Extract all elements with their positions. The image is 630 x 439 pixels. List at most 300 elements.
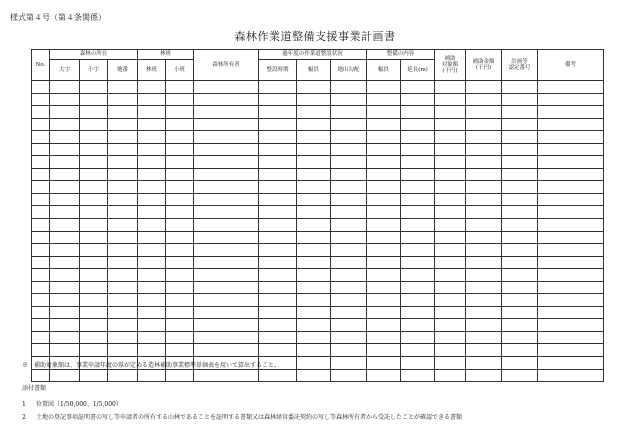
table-cell[interactable] <box>166 344 194 357</box>
table-cell[interactable] <box>538 168 604 181</box>
table-cell[interactable] <box>435 81 466 94</box>
table-cell[interactable] <box>32 118 50 131</box>
table-cell[interactable] <box>401 344 435 357</box>
table-cell[interactable] <box>194 106 259 119</box>
table-cell[interactable] <box>138 306 166 319</box>
table-cell[interactable] <box>80 181 108 194</box>
table-cell[interactable] <box>466 281 502 294</box>
table-cell[interactable] <box>32 81 50 94</box>
table-cell[interactable] <box>435 281 466 294</box>
table-cell[interactable] <box>259 331 297 344</box>
table-cell[interactable] <box>138 219 166 232</box>
table-cell[interactable] <box>138 193 166 206</box>
table-cell[interactable] <box>194 306 259 319</box>
table-cell[interactable] <box>166 219 194 232</box>
table-cell[interactable] <box>194 93 259 106</box>
table-cell[interactable] <box>166 181 194 194</box>
table-cell[interactable] <box>32 319 50 332</box>
table-cell[interactable] <box>50 156 80 169</box>
table-cell[interactable] <box>466 143 502 156</box>
table-cell[interactable] <box>259 244 297 257</box>
table-cell[interactable] <box>538 357 604 370</box>
table-cell[interactable] <box>331 106 367 119</box>
table-cell[interactable] <box>32 344 50 357</box>
table-cell[interactable] <box>138 131 166 144</box>
table-cell[interactable] <box>435 219 466 232</box>
table-cell[interactable] <box>502 306 538 319</box>
table-cell[interactable] <box>259 156 297 169</box>
table-cell[interactable] <box>259 256 297 269</box>
table-cell[interactable] <box>32 168 50 181</box>
table-cell[interactable] <box>108 118 138 131</box>
table-cell[interactable] <box>367 269 401 282</box>
table-cell[interactable] <box>32 131 50 144</box>
table-cell[interactable] <box>297 269 331 282</box>
table-cell[interactable] <box>80 219 108 232</box>
table-cell[interactable] <box>367 156 401 169</box>
table-cell[interactable] <box>166 306 194 319</box>
table-cell[interactable] <box>367 143 401 156</box>
table-cell[interactable] <box>502 244 538 257</box>
table-cell[interactable] <box>466 81 502 94</box>
table-cell[interactable] <box>435 106 466 119</box>
table-cell[interactable] <box>194 181 259 194</box>
table-cell[interactable] <box>80 331 108 344</box>
table-cell[interactable] <box>538 131 604 144</box>
table-cell[interactable] <box>108 156 138 169</box>
table-cell[interactable] <box>50 131 80 144</box>
table-cell[interactable] <box>466 193 502 206</box>
table-cell[interactable] <box>401 256 435 269</box>
table-cell[interactable] <box>50 106 80 119</box>
table-cell[interactable] <box>80 143 108 156</box>
table-cell[interactable] <box>80 93 108 106</box>
table-cell[interactable] <box>401 156 435 169</box>
table-cell[interactable] <box>401 206 435 219</box>
table-cell[interactable] <box>297 344 331 357</box>
table-cell[interactable] <box>50 219 80 232</box>
table-cell[interactable] <box>80 281 108 294</box>
table-cell[interactable] <box>401 244 435 257</box>
table-cell[interactable] <box>538 231 604 244</box>
table-cell[interactable] <box>194 256 259 269</box>
table-cell[interactable] <box>194 168 259 181</box>
table-cell[interactable] <box>108 106 138 119</box>
table-cell[interactable] <box>401 306 435 319</box>
table-cell[interactable] <box>367 369 401 382</box>
table-cell[interactable] <box>138 231 166 244</box>
table-cell[interactable] <box>259 131 297 144</box>
table-cell[interactable] <box>50 168 80 181</box>
table-cell[interactable] <box>108 306 138 319</box>
table-cell[interactable] <box>80 118 108 131</box>
table-cell[interactable] <box>502 93 538 106</box>
table-cell[interactable] <box>194 81 259 94</box>
table-cell[interactable] <box>466 118 502 131</box>
table-cell[interactable] <box>367 168 401 181</box>
table-cell[interactable] <box>194 131 259 144</box>
table-cell[interactable] <box>297 256 331 269</box>
table-cell[interactable] <box>166 369 194 382</box>
table-cell[interactable] <box>331 131 367 144</box>
table-cell[interactable] <box>138 269 166 282</box>
table-cell[interactable] <box>80 369 108 382</box>
table-cell[interactable] <box>108 81 138 94</box>
table-cell[interactable] <box>297 131 331 144</box>
table-cell[interactable] <box>367 357 401 370</box>
table-cell[interactable] <box>538 143 604 156</box>
table-cell[interactable] <box>108 219 138 232</box>
table-cell[interactable] <box>502 219 538 232</box>
table-cell[interactable] <box>108 369 138 382</box>
table-cell[interactable] <box>401 294 435 307</box>
table-cell[interactable] <box>502 256 538 269</box>
table-cell[interactable] <box>502 331 538 344</box>
table-cell[interactable] <box>466 168 502 181</box>
table-cell[interactable] <box>466 131 502 144</box>
table-cell[interactable] <box>331 344 367 357</box>
table-cell[interactable] <box>401 331 435 344</box>
table-cell[interactable] <box>331 244 367 257</box>
table-cell[interactable] <box>401 219 435 232</box>
table-cell[interactable] <box>50 143 80 156</box>
table-cell[interactable] <box>401 231 435 244</box>
table-cell[interactable] <box>297 93 331 106</box>
table-cell[interactable] <box>367 294 401 307</box>
table-cell[interactable] <box>80 106 108 119</box>
table-cell[interactable] <box>502 281 538 294</box>
table-cell[interactable] <box>435 269 466 282</box>
table-cell[interactable] <box>435 168 466 181</box>
table-cell[interactable] <box>466 319 502 332</box>
table-cell[interactable] <box>108 244 138 257</box>
table-cell[interactable] <box>466 93 502 106</box>
table-cell[interactable] <box>502 81 538 94</box>
table-cell[interactable] <box>401 281 435 294</box>
table-cell[interactable] <box>166 168 194 181</box>
table-cell[interactable] <box>297 319 331 332</box>
table-cell[interactable] <box>80 81 108 94</box>
table-cell[interactable] <box>108 331 138 344</box>
table-cell[interactable] <box>367 331 401 344</box>
table-cell[interactable] <box>166 81 194 94</box>
table-cell[interactable] <box>297 231 331 244</box>
table-cell[interactable] <box>331 156 367 169</box>
table-cell[interactable] <box>331 269 367 282</box>
table-cell[interactable] <box>32 206 50 219</box>
table-cell[interactable] <box>166 206 194 219</box>
table-cell[interactable] <box>138 206 166 219</box>
table-cell[interactable] <box>166 93 194 106</box>
table-cell[interactable] <box>259 231 297 244</box>
table-cell[interactable] <box>32 369 50 382</box>
table-cell[interactable] <box>108 256 138 269</box>
table-cell[interactable] <box>259 193 297 206</box>
table-cell[interactable] <box>194 143 259 156</box>
table-cell[interactable] <box>331 118 367 131</box>
table-cell[interactable] <box>502 143 538 156</box>
table-cell[interactable] <box>466 219 502 232</box>
table-cell[interactable] <box>435 206 466 219</box>
table-cell[interactable] <box>166 231 194 244</box>
table-cell[interactable] <box>166 131 194 144</box>
table-cell[interactable] <box>166 294 194 307</box>
table-cell[interactable] <box>194 319 259 332</box>
table-cell[interactable] <box>108 193 138 206</box>
table-cell[interactable] <box>502 319 538 332</box>
table-cell[interactable] <box>502 294 538 307</box>
table-cell[interactable] <box>80 269 108 282</box>
table-cell[interactable] <box>331 369 367 382</box>
table-cell[interactable] <box>502 181 538 194</box>
table-cell[interactable] <box>194 369 259 382</box>
table-cell[interactable] <box>194 331 259 344</box>
table-cell[interactable] <box>367 281 401 294</box>
table-cell[interactable] <box>466 181 502 194</box>
table-cell[interactable] <box>466 244 502 257</box>
table-cell[interactable] <box>502 344 538 357</box>
table-cell[interactable] <box>435 331 466 344</box>
table-cell[interactable] <box>138 156 166 169</box>
table-cell[interactable] <box>331 181 367 194</box>
table-cell[interactable] <box>166 118 194 131</box>
table-cell[interactable] <box>466 357 502 370</box>
table-cell[interactable] <box>466 106 502 119</box>
table-cell[interactable] <box>108 168 138 181</box>
table-cell[interactable] <box>538 193 604 206</box>
table-cell[interactable] <box>50 344 80 357</box>
table-cell[interactable] <box>435 244 466 257</box>
table-cell[interactable] <box>538 81 604 94</box>
table-cell[interactable] <box>297 331 331 344</box>
table-cell[interactable] <box>466 231 502 244</box>
table-cell[interactable] <box>367 231 401 244</box>
table-cell[interactable] <box>367 131 401 144</box>
table-cell[interactable] <box>80 306 108 319</box>
table-cell[interactable] <box>401 93 435 106</box>
table-cell[interactable] <box>80 193 108 206</box>
table-cell[interactable] <box>50 256 80 269</box>
table-cell[interactable] <box>435 156 466 169</box>
table-cell[interactable] <box>32 156 50 169</box>
table-cell[interactable] <box>538 256 604 269</box>
table-cell[interactable] <box>259 219 297 232</box>
table-cell[interactable] <box>80 231 108 244</box>
table-cell[interactable] <box>401 131 435 144</box>
table-cell[interactable] <box>138 168 166 181</box>
table-cell[interactable] <box>502 131 538 144</box>
table-cell[interactable] <box>108 281 138 294</box>
table-cell[interactable] <box>331 143 367 156</box>
table-cell[interactable] <box>367 219 401 232</box>
table-cell[interactable] <box>166 244 194 257</box>
table-cell[interactable] <box>259 168 297 181</box>
table-cell[interactable] <box>50 206 80 219</box>
table-cell[interactable] <box>538 206 604 219</box>
table-cell[interactable] <box>297 219 331 232</box>
table-cell[interactable] <box>80 344 108 357</box>
table-cell[interactable] <box>166 269 194 282</box>
table-cell[interactable] <box>50 181 80 194</box>
table-cell[interactable] <box>435 93 466 106</box>
table-cell[interactable] <box>194 281 259 294</box>
table-cell[interactable] <box>502 357 538 370</box>
table-cell[interactable] <box>32 193 50 206</box>
table-cell[interactable] <box>367 344 401 357</box>
table-cell[interactable] <box>259 319 297 332</box>
table-cell[interactable] <box>538 93 604 106</box>
table-cell[interactable] <box>435 143 466 156</box>
table-cell[interactable] <box>367 193 401 206</box>
table-cell[interactable] <box>331 281 367 294</box>
table-cell[interactable] <box>50 244 80 257</box>
table-cell[interactable] <box>32 294 50 307</box>
table-cell[interactable] <box>466 369 502 382</box>
table-cell[interactable] <box>259 143 297 156</box>
table-cell[interactable] <box>331 93 367 106</box>
table-cell[interactable] <box>367 306 401 319</box>
table-cell[interactable] <box>331 331 367 344</box>
table-cell[interactable] <box>138 344 166 357</box>
table-cell[interactable] <box>32 181 50 194</box>
table-cell[interactable] <box>538 369 604 382</box>
table-cell[interactable] <box>367 93 401 106</box>
table-cell[interactable] <box>32 219 50 232</box>
table-cell[interactable] <box>502 193 538 206</box>
table-cell[interactable] <box>367 118 401 131</box>
table-cell[interactable] <box>80 244 108 257</box>
table-cell[interactable] <box>538 181 604 194</box>
table-cell[interactable] <box>466 269 502 282</box>
table-cell[interactable] <box>32 231 50 244</box>
table-cell[interactable] <box>331 168 367 181</box>
table-cell[interactable] <box>401 369 435 382</box>
table-cell[interactable] <box>259 306 297 319</box>
table-cell[interactable] <box>138 369 166 382</box>
table-cell[interactable] <box>435 294 466 307</box>
table-cell[interactable] <box>108 93 138 106</box>
table-cell[interactable] <box>297 281 331 294</box>
table-cell[interactable] <box>435 231 466 244</box>
table-cell[interactable] <box>50 231 80 244</box>
table-cell[interactable] <box>502 231 538 244</box>
table-cell[interactable] <box>50 269 80 282</box>
table-cell[interactable] <box>435 344 466 357</box>
table-cell[interactable] <box>80 168 108 181</box>
table-cell[interactable] <box>108 206 138 219</box>
table-cell[interactable] <box>166 256 194 269</box>
table-cell[interactable] <box>502 206 538 219</box>
table-cell[interactable] <box>297 143 331 156</box>
table-cell[interactable] <box>50 331 80 344</box>
table-cell[interactable] <box>435 131 466 144</box>
table-cell[interactable] <box>401 106 435 119</box>
table-cell[interactable] <box>194 206 259 219</box>
table-cell[interactable] <box>108 294 138 307</box>
table-cell[interactable] <box>502 156 538 169</box>
table-cell[interactable] <box>331 231 367 244</box>
table-cell[interactable] <box>367 181 401 194</box>
table-cell[interactable] <box>259 93 297 106</box>
table-cell[interactable] <box>259 81 297 94</box>
table-cell[interactable] <box>259 106 297 119</box>
table-cell[interactable] <box>401 181 435 194</box>
table-cell[interactable] <box>138 294 166 307</box>
table-cell[interactable] <box>502 168 538 181</box>
table-cell[interactable] <box>401 269 435 282</box>
table-cell[interactable] <box>297 181 331 194</box>
table-cell[interactable] <box>435 319 466 332</box>
table-cell[interactable] <box>466 306 502 319</box>
table-cell[interactable] <box>32 331 50 344</box>
table-cell[interactable] <box>367 256 401 269</box>
table-cell[interactable] <box>502 106 538 119</box>
table-cell[interactable] <box>367 206 401 219</box>
table-cell[interactable] <box>538 118 604 131</box>
table-cell[interactable] <box>108 181 138 194</box>
table-cell[interactable] <box>50 281 80 294</box>
table-cell[interactable] <box>401 118 435 131</box>
table-cell[interactable] <box>108 319 138 332</box>
table-cell[interactable] <box>297 357 331 370</box>
table-cell[interactable] <box>259 269 297 282</box>
table-cell[interactable] <box>50 81 80 94</box>
table-cell[interactable] <box>466 294 502 307</box>
table-cell[interactable] <box>50 93 80 106</box>
table-cell[interactable] <box>50 193 80 206</box>
table-cell[interactable] <box>50 118 80 131</box>
table-cell[interactable] <box>401 81 435 94</box>
table-cell[interactable] <box>138 319 166 332</box>
table-cell[interactable] <box>32 143 50 156</box>
table-cell[interactable] <box>138 106 166 119</box>
table-cell[interactable] <box>259 181 297 194</box>
table-cell[interactable] <box>331 319 367 332</box>
table-cell[interactable] <box>194 156 259 169</box>
table-cell[interactable] <box>50 369 80 382</box>
table-cell[interactable] <box>502 118 538 131</box>
table-cell[interactable] <box>259 206 297 219</box>
table-cell[interactable] <box>331 81 367 94</box>
table-cell[interactable] <box>538 281 604 294</box>
table-cell[interactable] <box>194 231 259 244</box>
table-cell[interactable] <box>367 319 401 332</box>
table-cell[interactable] <box>367 244 401 257</box>
table-cell[interactable] <box>435 306 466 319</box>
table-cell[interactable] <box>331 294 367 307</box>
table-cell[interactable] <box>466 206 502 219</box>
table-cell[interactable] <box>138 281 166 294</box>
table-cell[interactable] <box>108 131 138 144</box>
table-cell[interactable] <box>166 319 194 332</box>
table-cell[interactable] <box>466 344 502 357</box>
table-cell[interactable] <box>538 319 604 332</box>
table-cell[interactable] <box>166 331 194 344</box>
table-cell[interactable] <box>502 369 538 382</box>
table-cell[interactable] <box>466 256 502 269</box>
table-cell[interactable] <box>166 106 194 119</box>
table-cell[interactable] <box>108 231 138 244</box>
table-cell[interactable] <box>138 118 166 131</box>
table-cell[interactable] <box>32 256 50 269</box>
table-cell[interactable] <box>194 269 259 282</box>
table-cell[interactable] <box>435 357 466 370</box>
table-cell[interactable] <box>194 193 259 206</box>
table-cell[interactable] <box>331 206 367 219</box>
table-cell[interactable] <box>297 369 331 382</box>
table-cell[interactable] <box>297 118 331 131</box>
table-cell[interactable] <box>435 193 466 206</box>
